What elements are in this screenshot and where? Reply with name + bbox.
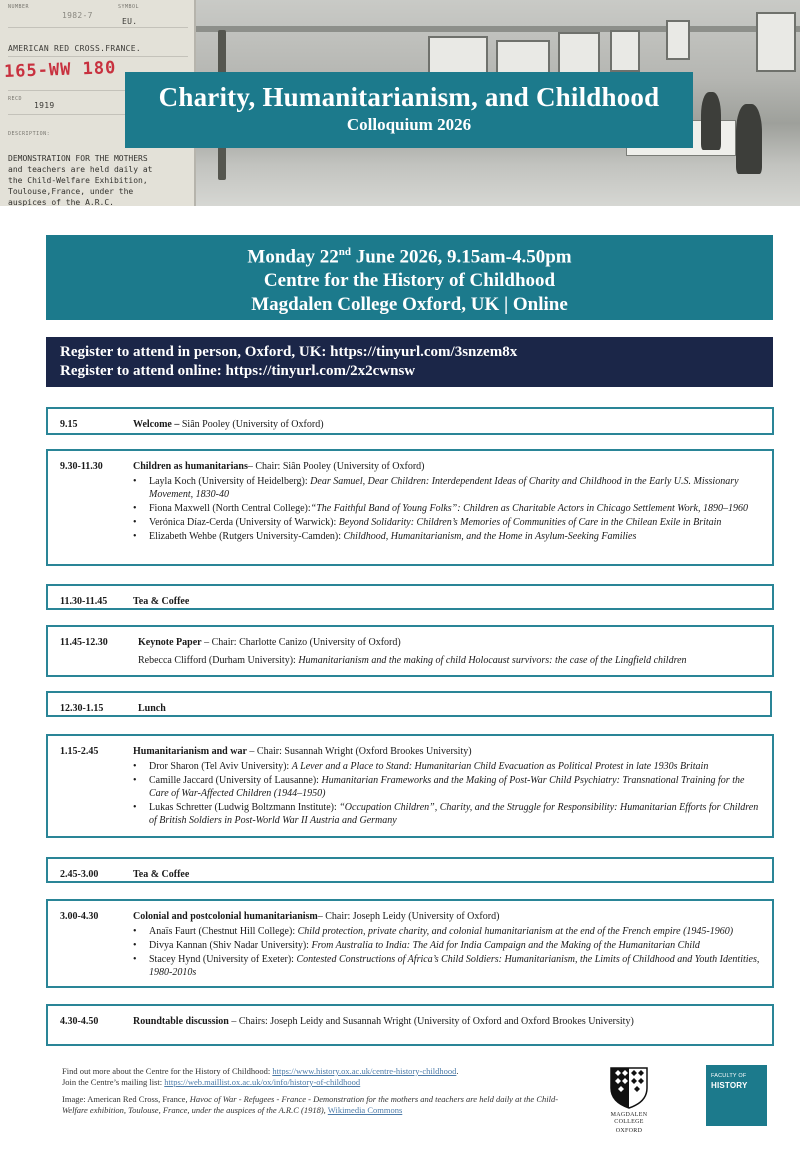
slot-detail: Siân Pooley (University of Oxford) [179, 419, 324, 430]
list-item: • Anaïs Faurt (Chestnut Hill College): Child protection, private charity, and colonial humanitarianism at the end of the French empire (1945-1960) [133, 926, 734, 937]
list-item: • Elizabeth Wehbe (Rutgers University-Camden): Childhood, Humanitarianism, and the Home in Asylum-Seeking Families [133, 531, 637, 542]
slot-time: 3.00-4.30 [60, 911, 99, 922]
slot-session-2 [46, 734, 774, 838]
slot-title: Welcome – [133, 419, 180, 430]
slot-tea-2 [46, 857, 774, 883]
mailing-list-link[interactable]: https://web.maillist.ox.ac.uk/ox/info/history-of-childhood [164, 1077, 361, 1087]
paper-list [133, 760, 762, 827]
footer-notes [62, 1066, 582, 1116]
slot-keynote [46, 625, 774, 677]
history-line: HISTORY [711, 1080, 748, 1090]
card-symbol-label: SYMBOL [118, 4, 140, 10]
list-item: • Divya Kannan (Shiv Nadar University): From Australia to India: The Aid for India Campaign and the Making of the Humanitarian Child [133, 940, 700, 951]
event-info-box [46, 235, 773, 320]
slot-title: Tea & Coffee [133, 869, 190, 880]
registration-box [46, 337, 773, 387]
card-recd-label: RECD [8, 96, 23, 102]
slot-time: 9.30-11.30 [60, 461, 103, 472]
slot-welcome [46, 407, 774, 435]
paper-list [133, 925, 762, 979]
slot-time: 12.30-1.15 [60, 703, 104, 714]
card-number-value: 1982-7 [62, 11, 93, 20]
footer-mailing-list: Join the Centre’s mailing list: https://web.maillist.ox.ac.uk/ox/info/history-of-childhood [62, 1077, 361, 1087]
card-organisation: AMERICAN RED CROSS.FRANCE. [8, 44, 142, 53]
card-stamp: 165-WW 180 [3, 58, 117, 82]
register-in-person[interactable]: Register to attend in person, Oxford, UK: https://tinyurl.com/3snzem8x [60, 344, 518, 360]
list-item: • Lukas Schretter (Ludwig Boltzmann Institute): “Occupation Children”, Charity, and the Struggle for Responsibility: Humanitarian Efforts for Children of British Soldiers in Post-World War II Austria and Germany [133, 802, 759, 826]
card-description-label: DESCRIPTION: [8, 131, 51, 137]
session-chair: – Chair: Joseph Leidy (University of Oxford) [317, 911, 500, 922]
slot-time: 11.45-12.30 [60, 637, 108, 648]
paper-list [133, 475, 762, 543]
centre-link[interactable]: https://www.history.ox.ac.uk/centre-history-childhood [272, 1066, 457, 1076]
slot-time: 1.15-2.45 [60, 746, 99, 757]
slot-session-3 [46, 899, 774, 988]
magdalen-college-logo [597, 1066, 661, 1135]
page-subtitle: Colloquium 2026 [346, 115, 472, 134]
event-location: Magdalen College Oxford, UK | Online [251, 294, 568, 316]
slot-time: 11.30-11.45 [60, 596, 108, 607]
image-credit: Image: American Red Cross, France, Havoc of War - Refugees - France - Demonstration for the mothers and teachers are held daily at the Child-Welfare exhibition, Toulouse, France, under the auspices of the A.R.C (1918), Wikimedia Commons [62, 1094, 559, 1115]
wikimedia-link[interactable]: Wikimedia Commons [327, 1105, 403, 1115]
faculty-line: FACULTY OF [711, 1073, 747, 1079]
magdalen-name-line2: OXFORD [615, 1128, 643, 1134]
register-online[interactable]: Register to attend online: https://tinyurl.com/2x2cwnsw [60, 363, 416, 379]
card-number-label: NUMBER [8, 4, 30, 10]
slot-time: 9.15 [60, 419, 78, 430]
event-date: Monday 22nd June 2026, 9.15am-4.50pm [247, 246, 572, 268]
slot-title: Roundtable discussion [133, 1016, 229, 1027]
session-title: Humanitarianism and war [133, 746, 247, 757]
session-title: Colonial and postcolonial humanitarianism [133, 911, 318, 922]
list-item: • Stacey Hynd (University of Exeter): Contested Constructions of Africa’s Child Soldiers: Humanitarianism, the Limits of Childhood and Youth Identities, 1980-2010s [133, 954, 760, 978]
session-chair: – Chair: Charlotte Canizo (University of Oxford) [201, 637, 401, 648]
slot-title: Tea & Coffee [133, 596, 190, 607]
list-item: • Layla Koch (University of Heidelberg): Dear Samuel, Dear Children: Interdependent Ideas of Charity and Childhood in the Early U.S. Missionary Movement, 1830-40 [133, 476, 739, 500]
slot-roundtable [46, 1004, 774, 1046]
header-image [0, 0, 800, 206]
faculty-of-history-logo [706, 1065, 767, 1126]
slot-time: 2.45-3.00 [60, 869, 99, 880]
slot-session-1 [46, 449, 774, 566]
slot-time: 4.30-4.50 [60, 1016, 99, 1027]
title-banner [125, 72, 693, 148]
session-chair: – Chair: Susannah Wright (Oxford Brookes University) [246, 746, 472, 757]
slot-title: Lunch [138, 703, 166, 714]
session-chair: – Chair: Siân Pooley (University of Oxford) [247, 461, 425, 472]
card-description: DEMONSTRATION FOR THE MOTHERS and teachers are held daily at the Child-Welfare Exhibition, Toulouse,France, under the auspices of the A.R.C. [8, 154, 153, 206]
footer-more-info: Find out more about the Centre for the History of Childhood: https://www.history.ox.ac.uk/centre-history-childhood. [62, 1066, 459, 1076]
list-item: • Verónica Díaz-Cerda (University of Warwick): Beyond Solidarity: Children’s Memories of Communities of Care in the Chilean Exile in Britain [133, 517, 722, 528]
list-item: • Dror Sharon (Tel Aviv University): A Lever and a Place to Stand: Humanitarian Child Evacuation as Political Protest in late 1930s Britain [133, 761, 709, 772]
card-recd-value: 1919 [34, 101, 55, 110]
slot-detail: – Chairs: Joseph Leidy and Susannah Wright (University of Oxford and Oxford Brookes University) [228, 1016, 634, 1027]
slot-tea-1 [46, 584, 774, 610]
keynote-paper: Rebecca Clifford (Durham University): Humanitarianism and the making of child Holocaust survivors: the case of the Lingfield children [138, 655, 687, 666]
magdalen-name-line1: MAGDALEN COLLEGE [610, 1112, 648, 1125]
session-title: Children as humanitarians [133, 461, 248, 472]
event-venue: Centre for the History of Childhood [263, 270, 556, 292]
session-title: Keynote Paper [138, 637, 202, 648]
card-symbol-value: EU. [122, 17, 138, 26]
magdalen-crest-icon [609, 1066, 649, 1110]
slot-lunch [46, 691, 772, 717]
page-title: Charity, Humanitarianism, and Childhood [158, 82, 660, 112]
list-item: • Fiona Maxwell (North Central College):“The Faithful Band of Young Folks”: Children as Charitable Actors in Chicago Settlement Work, 1890–1960 [133, 503, 748, 514]
list-item: • Camille Jaccard (University of Lausanne): Humanitarian Frameworks and the Making of Post-War Child Psychiatry: Transnational Training for the Care of War-Affected Children (1944–1950) [133, 775, 745, 799]
